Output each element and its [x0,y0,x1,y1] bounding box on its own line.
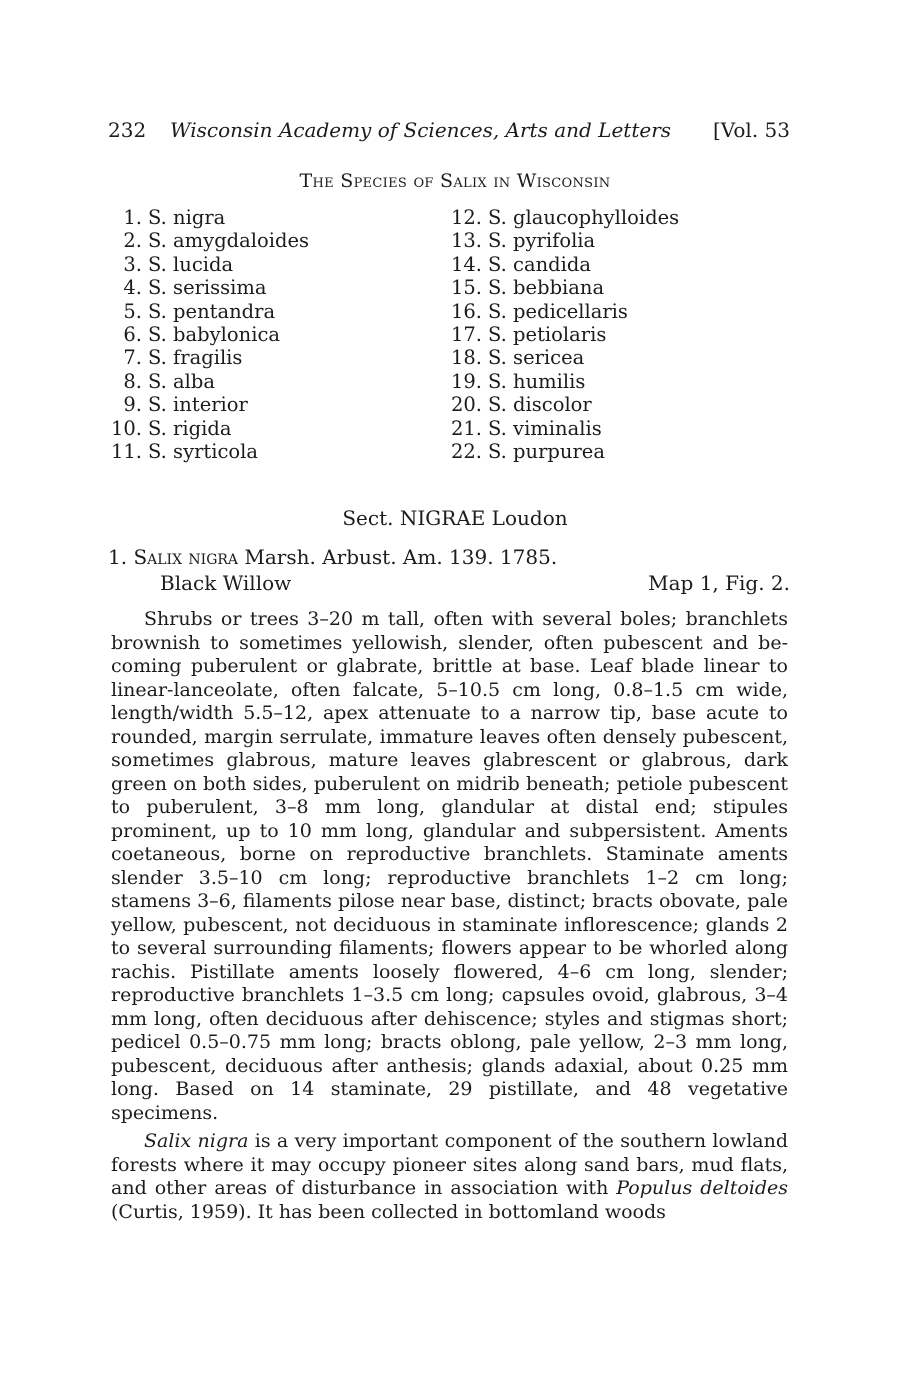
species-list-item [100,206,309,229]
ecology-paragraph [111,1130,788,1224]
species-name: S. nigra [148,206,226,229]
entry-map-reference: Map 1, Fig. 2. [648,571,790,595]
species-list-item [440,229,679,252]
species-name: S. babylonica [148,322,280,346]
species-name: S. interior [148,393,248,417]
species-number: 3. [123,252,142,276]
section-title: Sect. NIGRAE Loudon [342,506,568,530]
species-number: 11. [110,439,142,463]
species-name: S. viminalis [488,416,602,440]
ecology-associate-species: Populus deltoides [616,1177,788,1199]
entry-citation: Marsh. Arbust. Am. 139. 1785. [244,545,558,569]
entry-number: 1. [108,545,128,569]
species-number: 21. [450,416,482,440]
species-list-item [440,206,679,229]
species-list-item [100,393,309,416]
species-number: 14. [450,252,482,276]
species-number: 2. [123,229,142,253]
species-name: S. pyrifolia [488,229,596,253]
ecology-text-1: is a very important component of the southern lowland forests where it may occupy pioneer sites along sand bars, mud flats, and other areas of disturbance in association with [111,1130,788,1199]
species-number: 17. [450,322,482,346]
species-name: S. serissima [148,276,267,300]
species-number: 1. [123,206,142,229]
species-number: 13. [450,229,482,253]
species-name: S. petiolaris [488,322,607,346]
species-number: 19. [450,369,482,393]
entry-scientific-name: Salix nigra [133,545,239,569]
journal-title: Wisconsin Academy of Sciences, Arts and Letters [170,118,672,142]
species-number: 4. [123,276,142,300]
species-number: 7. [123,346,142,370]
species-number: 20. [450,393,482,417]
species-name: S. bebbiana [488,276,605,300]
species-list-item [100,253,309,276]
entry-common-line [108,570,790,596]
species-list-item [100,417,309,440]
species-list-item [440,300,679,323]
species-list-item [100,440,309,463]
species-number: 9. [123,393,142,417]
species-number: 8. [123,369,142,393]
species-list-item [100,323,309,346]
species-number: 5. [123,299,142,323]
species-list-item [440,346,679,369]
species-number: 6. [123,322,142,346]
species-name: S. humilis [488,369,586,393]
species-list-item [440,370,679,393]
species-list-left [100,206,309,463]
species-number: 18. [450,346,482,370]
species-list-item [440,253,679,276]
species-name: S. pentandra [148,299,276,323]
species-list-item [100,370,309,393]
species-number: 15. [450,276,482,300]
ecology-text-2: (Curtis, 1959). It has been collected in bottomland woods [111,1200,666,1223]
species-name: S. glaucophylloides [488,206,680,229]
species-name: S. discolor [488,393,592,417]
species-list-item [440,440,679,463]
ecology-species-name: Salix nigra [144,1130,249,1152]
volume-label: [Vol. 53 [712,118,790,142]
species-number: 10. [110,416,142,440]
species-name: S. sericea [488,346,585,370]
species-list-item [440,393,679,416]
page-number: 232 [108,118,147,142]
description-paragraph: Shrubs or trees 3–20 m tall, often with several boles; branchlets brownish to sometimes yellowish, slender, often pubescent and becoming puberulent or glabrate, brittle at base. Leaf blade linear to linear-lanceolate, often falcate, 5–10.5 cm long, 0.8–1.5 cm wide, length/width 5.5–12, apex attenuate to a narrow tip, base acute to rounded, margin serrulate, immature leaves often densely pubescent, sometimes glabrous, mature leaves glabrescent or glabrous, dark green on both sides, puberulent on midrib beneath; petiole pubescent to puberulent, 3–8 mm long, glandular at distal end; stipules prominent, up to 10 mm long, glandular and subpersistent. Aments coetaneous, borne on reproductive branchlets. Staminate aments slender 3.5–10 cm long; reproductive branchlets 1–2 cm long; stamens 3–6, filaments pilose near base, distinct; bracts obovate, pale yellow, pubescent, not deciduous in staminate inflorescence; glands 2 to several surrounding filaments; flowers appear to be whorled along rachis. Pistillate aments loosely flowered, 4–6 cm long, slender; reproductive branchlets 1–3.5 cm long; capsules ovoid, glabrous, 3–4 mm long, often deciduous after dehiscence; styles and stigmas short; pedicel 0.5–0.75 mm long; bracts oblong, pale yellow, 2–3 mm long, pubescent, deciduous after anthesis; glands adaxial, about 0.25 mm long. Based on 14 staminate, 29 pistillate, and 48 vegetative specimens. [111,608,788,1124]
species-name: S. purpurea [488,439,605,463]
entry-common-name: Black Willow [160,571,292,595]
species-number: 16. [450,299,482,323]
species-list-item [100,346,309,369]
species-list-item [100,229,309,252]
species-name: S. syrticola [148,439,259,463]
species-entry-heading [108,544,790,596]
species-list-item [100,300,309,323]
species-name: S. fragilis [148,346,243,370]
species-list-item [440,323,679,346]
species-name: S. candida [488,252,591,276]
species-name: S. amygdaloides [148,229,310,253]
species-name: S. lucida [148,252,234,276]
species-list-item [100,276,309,299]
species-name: S. rigida [148,416,232,440]
species-list-right [440,206,679,463]
species-number: 12. [450,206,482,229]
species-number: 22. [450,439,482,463]
species-list-title: The Species of Salix in Wisconsin [299,170,611,192]
entry-name-line [108,544,790,570]
species-list-item [440,276,679,299]
species-list-item [440,417,679,440]
species-name: S. pedicellaris [488,299,628,323]
species-name: S. alba [148,369,216,393]
